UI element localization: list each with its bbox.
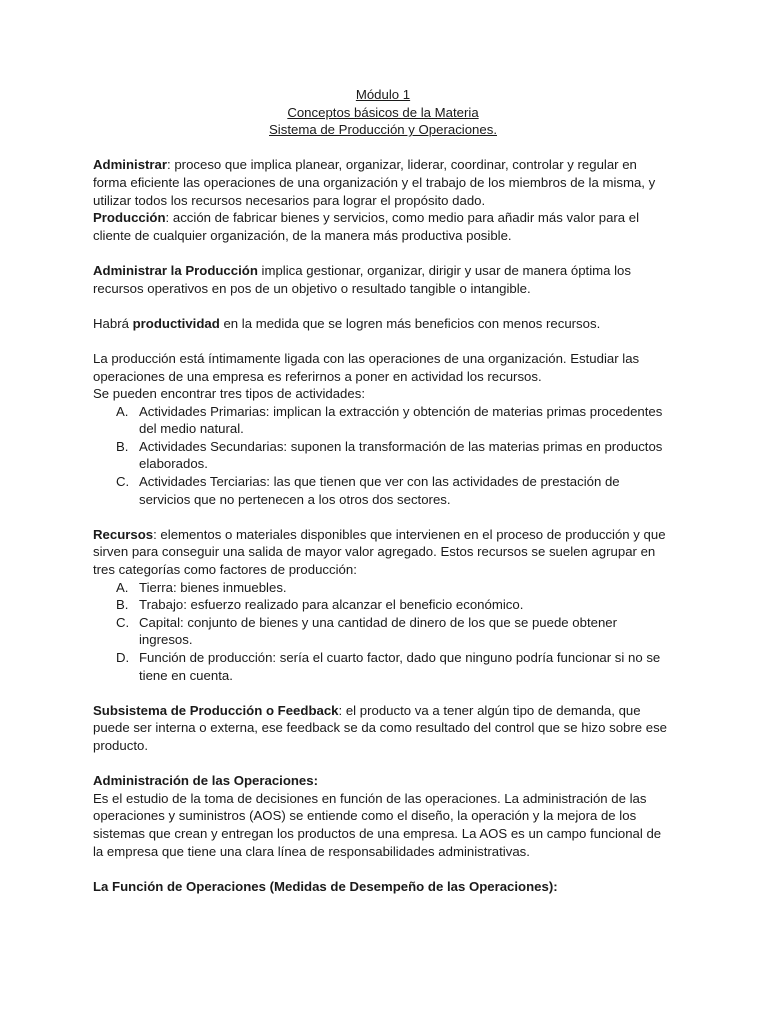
module-topic: Sistema de Producción y Operaciones. [269,122,497,138]
list-item: A. Tierra: bienes inmuebles. [116,579,287,595]
term-feedback: Subsistema de Producción o Feedback [93,702,339,718]
list-actividades [93,403,673,509]
term-administrar: Administrar [93,157,168,173]
paragraph-feedback: Subsistema de Producción o Feedback: el producto va a tener algún tipo de demanda, que puede ser interna o externa, ese feedback se da como resultado del control que se hizo sobre ese producto. [93,702,668,753]
list-item: D. Función de producción: sería el cuarto factor, dado que ninguno podría funcionar si no se tiene en cuenta. [116,650,661,683]
list-item: A. Actividades Primarias: implican la extracción y obtención de materias primas procedentes del medio natural. [116,403,663,437]
list-recursos [93,579,673,685]
module-title: Módulo 1 [355,87,411,102]
list-item: C. Capital: conjunto de bienes y una cantidad de dinero de los que se puede obtener ingresos. [116,614,618,648]
paragraph-administrar-produccion: Administrar la Producción implica gestionar, organizar, dirigir y usar de manera óptima los recursos operativos en pos de un objetivo o resultado tangible o intangible. [93,262,631,296]
term-administrar-produccion: Administrar la Producción [93,262,258,278]
document-page [93,86,673,895]
list-item: B. Trabajo: esfuerzo realizado para alcanzar el beneficio económico. [116,597,524,613]
paragraph-tipos-actividades: Se pueden encontrar tres tipos de actividades: [93,386,365,402]
list-item: B. Actividades Secundarias: suponen la transformación de las materias primas en productos elaborados. [116,438,663,472]
paragraph-administrar: Administrar: proceso que implica planear, organizar, liderar, coordinar, controlar y regular en forma eficiente las operaciones de una organización y el trabajo de los miembros de la misma, y utilizar todos los recursos necesarios para lograr el propósito dado. [93,157,656,208]
heading-administracion-operaciones: Administración de las Operaciones: [93,773,318,789]
term-productividad: productividad [132,315,220,331]
list-item: C. Actividades Terciarias: las que tienen que ver con las actividades de prestación de servicios que no pertenecen a los otros dos sectores. [116,474,620,507]
paragraph-recursos: Recursos: elementos o materiales disponibles que intervienen en el proceso de producción y que sirven para conseguir una salida de mayor valor agregado. Estos recursos se suelen agrupar en tres categorías como factores de producción: [93,526,666,578]
term-recursos: Recursos [93,526,154,542]
heading-funcion-operaciones: La Función de Operaciones (Medidas de Desempeño de las Operaciones): [93,878,558,894]
paragraph-operaciones: La producción está íntimamente ligada con las operaciones de una organización. Estudiar las operaciones de una empresa es referirnos a poner en actividad los recursos. [93,350,640,384]
module-subtitle: Conceptos básicos de la Materia [287,104,479,120]
paragraph-productividad: Habrá productividad en la medida que se logren más beneficios con menos recursos. [93,315,601,331]
paragraph-produccion: Producción: acción de fabricar bienes y servicios, como medio para añadir más valor para el cliente de cualquier organización, de la manera más productiva posible. [93,210,640,243]
paragraph-administracion-operaciones: Es el estudio de la toma de decisiones en función de las operaciones. La administración de las operaciones y suministros (AOS) se entiende como el diseño, la operación y la mejora de los sistemas que crean y entregan los productos de una empresa. La AOS es un campo funcional de la empresa que tiene una clara línea de responsabilidades administrativas. [93,790,662,859]
term-produccion: Producción [93,210,166,226]
